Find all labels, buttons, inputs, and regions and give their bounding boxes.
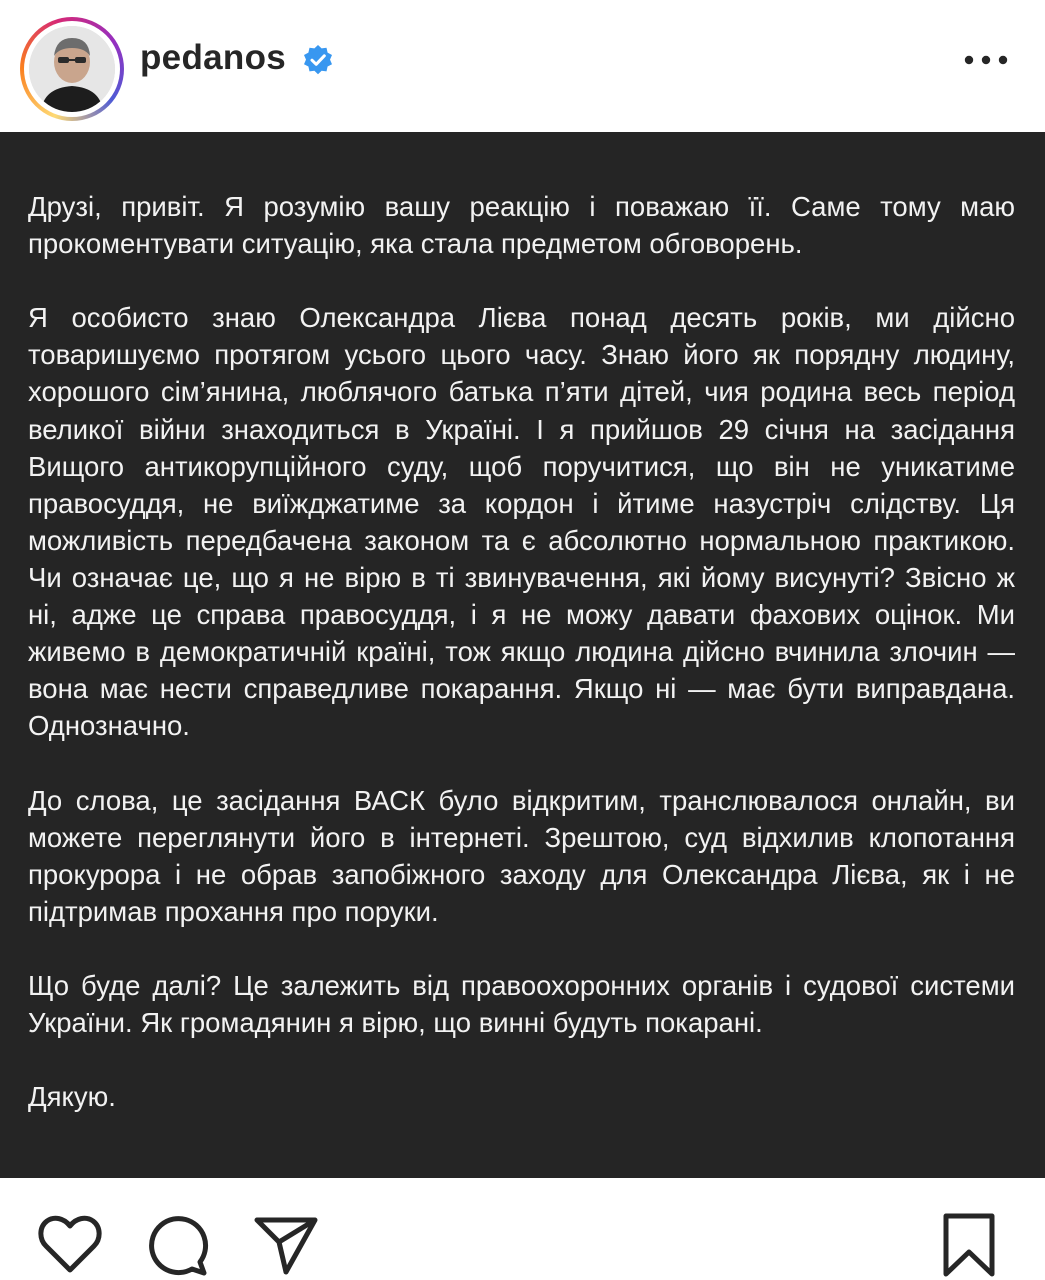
story-ring[interactable] (20, 17, 124, 121)
comment-icon[interactable] (144, 1212, 210, 1278)
post-image[interactable] (0, 132, 1045, 1178)
paragraph-5: Дякую. (28, 1081, 116, 1113)
bookmark-icon[interactable] (936, 1212, 1002, 1278)
heart-icon[interactable] (37, 1212, 103, 1278)
paragraph-4: Що буде далі? Це залежить від правоохоронних органів і судової системи України. Як громадянин я вірю, що винні будуть покарані. (28, 969, 1015, 1039)
username[interactable]: pedanos (140, 38, 287, 77)
more-options-icon[interactable] (963, 48, 1009, 72)
paragraph-1: Друзі, привіт. Я розумію вашу реакцію і поважаю її. Саме тому маю прокоментувати ситуацію, яка стала предметом обговорень. (28, 191, 1015, 260)
paragraph-2: Я особисто знаю Олександра Лієва понад десять років, ми дійсно товаришуємо протягом усього цього часу. Знаю його як порядну людину, хорошого сім’янина, люблячого батька п’яти дітей, чия родина весь період великої війни знаходиться в Україні. І я прийшов 29 січня на засідання Вищого антикорупційного суду, щоб поручитися, що він не уникатиме правосуддя, не виїжджатиме за кордон і йтиме назустріч слідству. Ця можливість передбачена законом та є абсолютно нормальною практикою. Чи означає це, що я не вірю в ті звинувачення, які йому висунуті? Звісно ж ні, адже це справа правосуддя, і я не можу давати фахових оцінок. Ми живемо в демократичній країні, тож якщо людина дійсно вчинила злочин — вона має нести справедливе покарання. Якщо ні — має бути виправдана. Однозначно. (28, 302, 1015, 742)
action-bar (0, 1178, 1045, 1280)
verified-badge-icon (302, 44, 334, 76)
share-icon[interactable] (253, 1212, 319, 1278)
paragraph-3: До слова, це засідання ВАСК було відкритим, транслювалося онлайн, ви можете переглянути його в інтернеті. Зрештою, суд відхилив клопотання прокурора і не обрав запобіжного заходу для Олександра Лієва, як і не підтримав прохання про поруки. (28, 784, 1015, 927)
avatar[interactable] (29, 26, 115, 112)
post-header (0, 0, 1045, 132)
post-text (28, 188, 1015, 1152)
